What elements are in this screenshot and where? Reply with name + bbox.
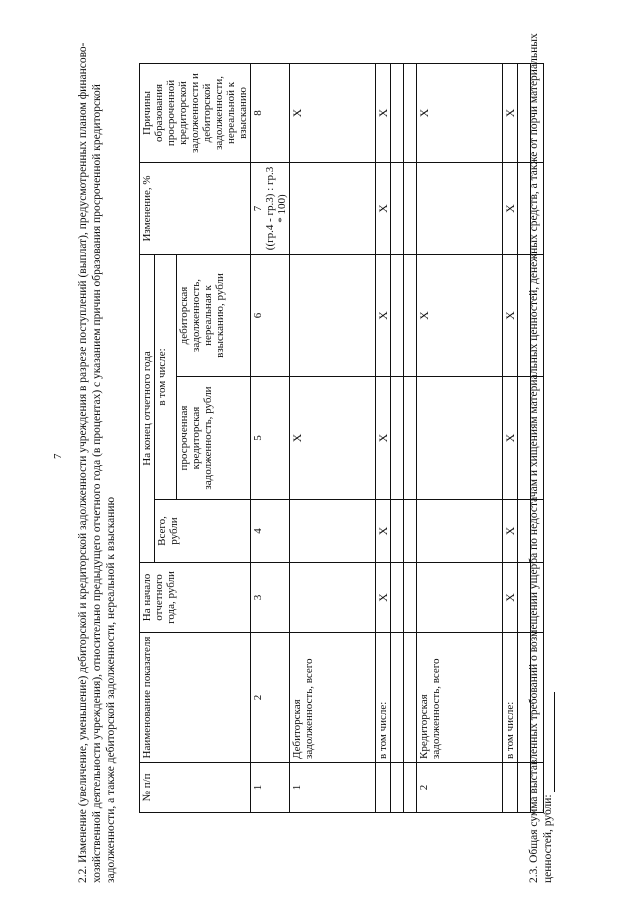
table-row xyxy=(404,63,417,812)
table-row xyxy=(376,63,391,812)
cell-mark: X xyxy=(376,63,391,162)
col-header-including: в том числе: xyxy=(155,254,177,499)
receivables-payables-table xyxy=(139,63,544,813)
row-label: Дебиторская задолженность, всего xyxy=(290,633,376,763)
cell xyxy=(417,377,503,500)
cell-mark: X xyxy=(376,500,391,563)
col-header-reasons: Причины образования просроченной кредиторской задолженности и дебиторской задолженности, нереальной к взысканию xyxy=(140,63,251,162)
change-formula: ((гр.4 - гр.3) : гр.3 * 100) xyxy=(264,166,288,251)
col-num-3: 3 xyxy=(251,563,290,633)
cell-mark: X xyxy=(503,162,518,254)
col-header-bad-receivables: дебиторская задолженность, нереальная к взысканию, рубли xyxy=(177,254,251,376)
row-num: 1 xyxy=(290,763,376,813)
cell-mark: X xyxy=(376,563,391,633)
table-row xyxy=(290,63,376,812)
cell xyxy=(417,162,503,254)
row-label: Кредиторская задолженность, всего xyxy=(417,633,503,763)
cell xyxy=(290,500,376,563)
section-2-3-label: 2.3. Общая сумма выставленных требований о возмещении ущерба по недостачам и хищениям материальных ценностей, денежных средств, а также от порчи материальных ценностей, рубли: xyxy=(528,33,554,883)
cell xyxy=(290,254,376,376)
table-row xyxy=(503,63,518,812)
col-num-7-label: 7 xyxy=(252,205,264,212)
col-header-overdue-payables: просроченная кредиторская задолженность, рубли xyxy=(177,377,251,500)
cell xyxy=(376,763,391,813)
col-header-change: Изменение, % xyxy=(140,162,251,254)
cell xyxy=(290,563,376,633)
section-heading: 2.2. Изменение (увеличение, уменьшение) дебиторской и кредиторской задолженности учреждения в разрезе поступлений (выплат), предусмотренных планом финансово-хозяйственной деятельности учреждения), относительно предыдущего отчетного года (в процентах) с указанием причин образования просроченной кредиторской задолженности, а также дебиторской задолженности, нереальной к взысканию xyxy=(77,42,117,883)
col-num-1: 1 xyxy=(251,763,290,813)
cell xyxy=(503,763,518,813)
col-num-4: 4 xyxy=(251,500,290,563)
row-num: 2 xyxy=(417,763,503,813)
cell-mark: X xyxy=(290,63,376,162)
cell-mark: X xyxy=(290,377,376,500)
section-2-3-text xyxy=(527,23,555,883)
col-num-5: 5 xyxy=(251,377,290,500)
col-header-name: Наименование показателя xyxy=(140,633,251,763)
row-label: в том числе: xyxy=(503,633,518,763)
cell-mark: X xyxy=(417,63,503,162)
cell-mark: X xyxy=(503,377,518,500)
cell-mark: X xyxy=(376,254,391,376)
col-header-start: На начало отчетного года, рубли xyxy=(140,563,251,633)
cell-mark: X xyxy=(503,63,518,162)
table-row xyxy=(417,63,503,812)
column-numbers-row xyxy=(251,63,290,812)
col-header-end-group: На конец отчетного года xyxy=(140,254,155,562)
cell xyxy=(290,162,376,254)
cell-mark: X xyxy=(503,563,518,633)
table-row xyxy=(391,63,404,812)
amount-blank-line xyxy=(544,692,555,792)
cell-mark: X xyxy=(503,254,518,376)
row-label: в том числе: xyxy=(376,633,391,763)
col-num-6: 6 xyxy=(251,254,290,376)
col-num-2: 2 xyxy=(251,633,290,763)
cell xyxy=(417,500,503,563)
cell-mark: X xyxy=(376,377,391,500)
col-num-7 xyxy=(251,162,290,254)
cell-mark: X xyxy=(376,162,391,254)
col-header-num: № п/п xyxy=(140,763,251,813)
cell xyxy=(417,563,503,633)
page-number: 7 xyxy=(52,453,64,459)
col-num-8: 8 xyxy=(251,63,290,162)
cell-mark: X xyxy=(417,254,503,376)
col-header-total: Всего, рубли xyxy=(155,500,251,563)
cell-mark: X xyxy=(503,500,518,563)
